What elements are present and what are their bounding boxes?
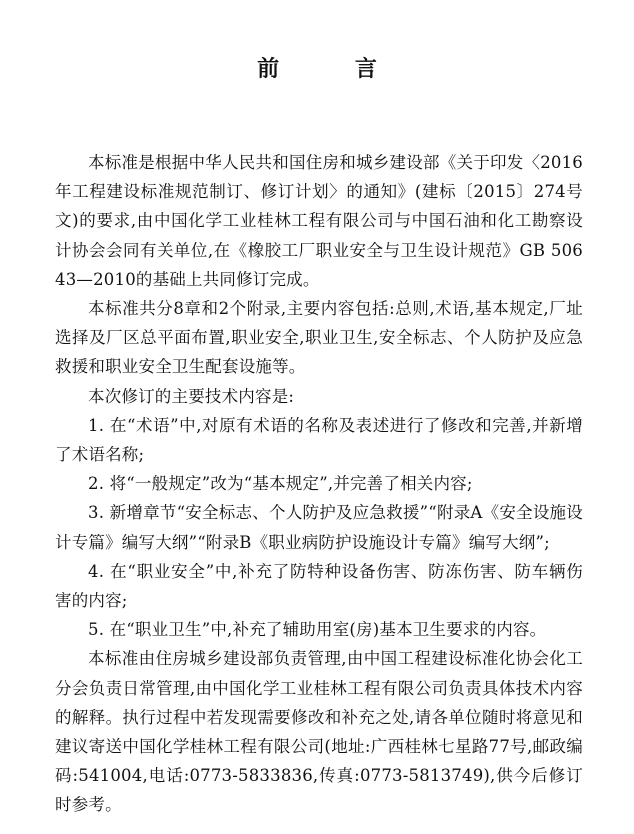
paragraph-management: 本标准由住房城乡建设部负责管理,由中国工程建设标准化协会化工分会负责日常管理,由中国化学工业桂林工程有限公司负责具体技术内容的解释。执行过程中若发现需要修改和补充之处,请各单位随时将意见和建议寄送中国化学桂林工程有限公司(地址:广西桂林七星路77号,邮政编码:541004,电话:0773-5833836,传真:0773-5813749),供今后修订时参考。: [55, 649, 583, 815]
paragraph-revision-item-1: 1. 在“术语”中,对原有术语的名称及表述进行了修改和完善,并新增了术语名称;: [55, 415, 583, 465]
paragraph-basis: 本标准是根据中华人民共和国住房和城乡建设部《关于印发〈2016年工程建设标准规范制订、修订计划〉的通知》(建标〔2015〕274号文)的要求,由中国化学工业桂林工程有限公司与中国石油和化工勘察设计协会会同有关单位,在《橡胶工厂职业安全与卫生设计规范》GB 50643—2010的基础上共同修订完成。: [55, 153, 583, 289]
document-body: [55, 148, 583, 820]
paragraph-revision-item-3: 3. 新增章节“安全标志、个人防护及应急救援”“附录A《安全设施设计专篇》编写大纲”“附录B《职业病防护设施设计专篇》编写大纲”;: [55, 503, 583, 552]
paragraph-revision-item-4: 4. 在“职业安全”中,补充了防特种设备伤害、防冻伤害、防车辆伤害的内容;: [55, 561, 583, 611]
paragraph-revision-item-5: 5. 在“职业卫生”中,补充了辅助用室(房)基本卫生要求的内容。: [88, 620, 547, 640]
paragraph-revision-intro: 本次修订的主要技术内容是:: [88, 386, 295, 406]
page-title: 前 言: [257, 57, 411, 82]
paragraph-contents: 本标准共分8章和2个附录,主要内容包括:总则,术语,基本规定,厂址选择及厂区总平面布置,职业安全,职业卫生,安全标志、个人防护及应急救援和职业安全卫生配套设施等。: [55, 299, 583, 377]
paragraph-revision-item-2: 2. 将“一般规定”改为“基本规定”,并完善了相关内容;: [88, 474, 473, 494]
